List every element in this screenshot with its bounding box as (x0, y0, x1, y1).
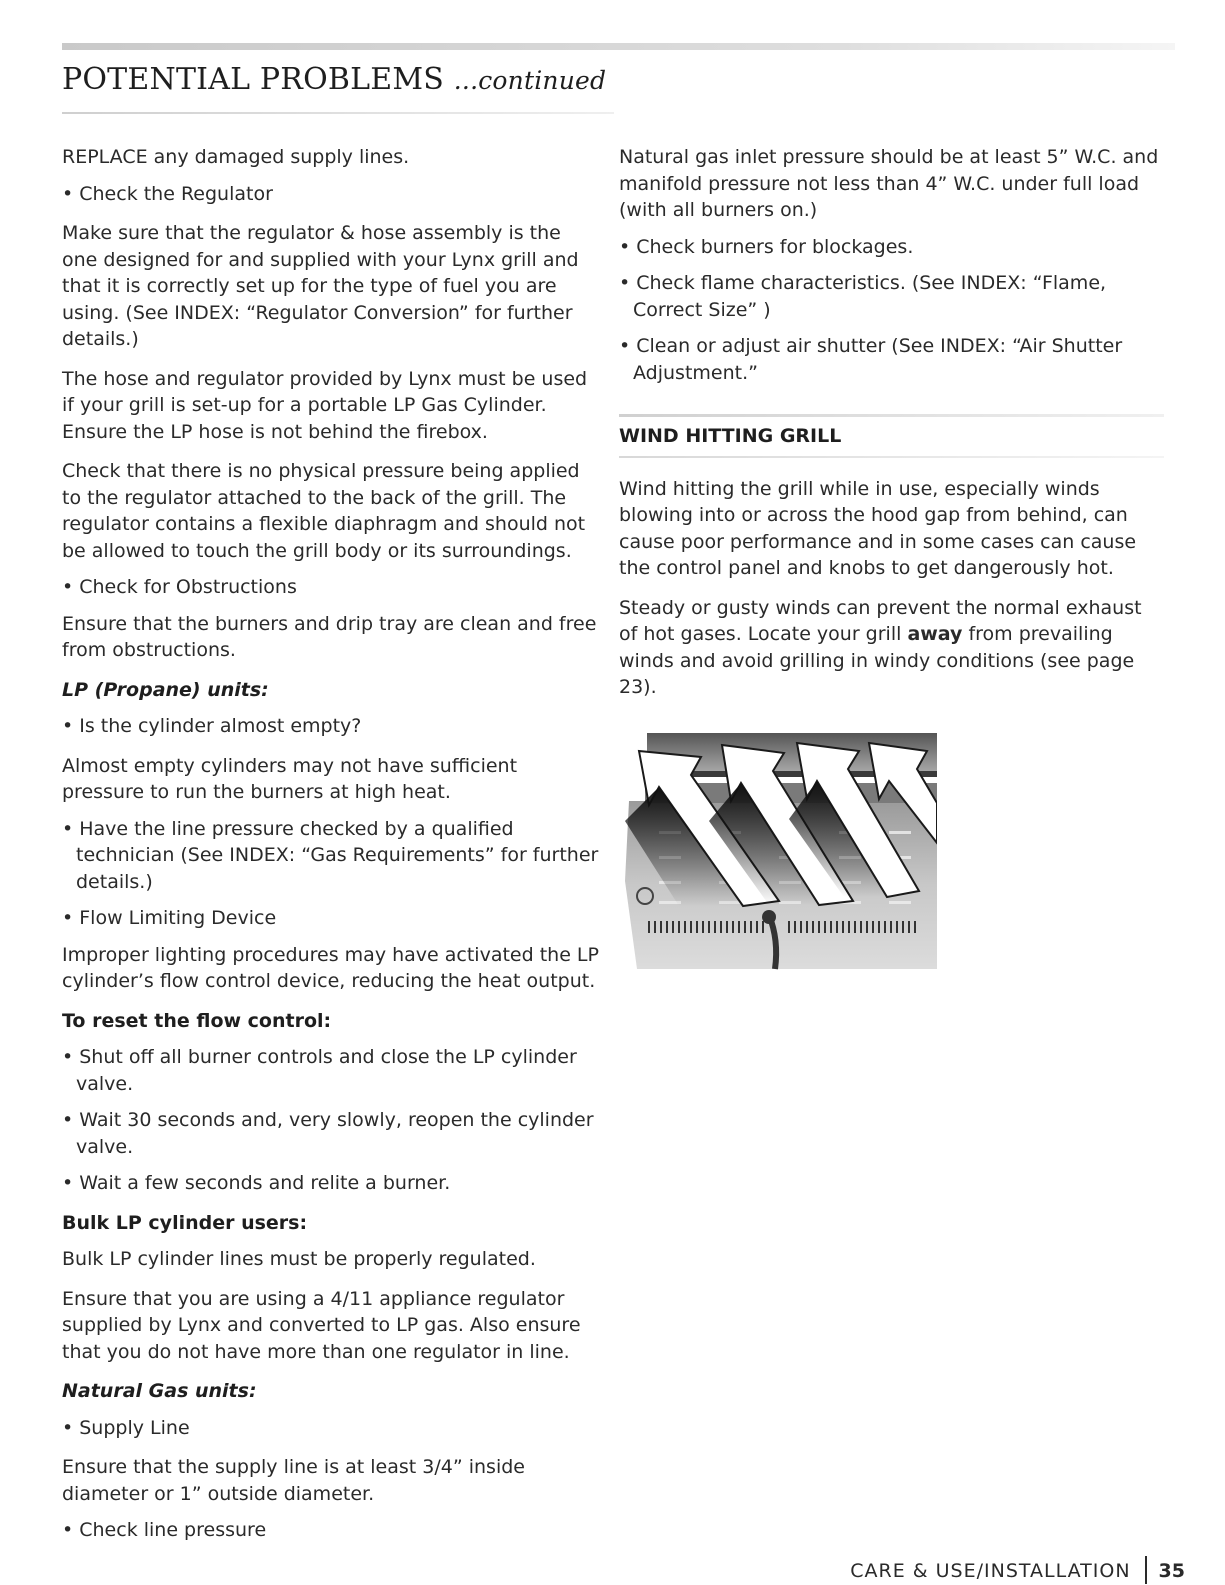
paragraph: Check that there is no physical pressure being applied to the regulator attached to the back of the grill. The regulator contains a flexible diaphragm and should not be allowed to touch the grill body or its surroundings. (62, 460, 586, 562)
paragraph: Ensure that the supply line is at least 3/4” inside diameter or 1” outside diameter. (62, 1456, 525, 1505)
wind-on-grill-illustration (619, 731, 937, 971)
bullet-item: • Shut off all burner controls and close the LP cylinder valve. (62, 1046, 577, 1095)
bullet-item: • Is the cylinder almost empty? (62, 715, 362, 737)
page-footer (850, 1556, 1185, 1584)
section-rule-top (619, 414, 1164, 417)
bullet-item: • Check for Obstructions (62, 576, 297, 598)
paragraph: Ensure that the burners and drip tray are clean and free from obstructions. (62, 612, 597, 661)
paragraph: Improper lighting procedures may have activated the LP cylinder’s flow control device, reducing the heat output. (62, 943, 599, 992)
paragraph: Steady or gusty winds can prevent the normal exhaust of hot gases. Locate your grill away from prevailing winds and avoid grilling in windy conditions (see page 23). (619, 596, 1142, 698)
subheading-reset-flow: To reset the flow control: (62, 1009, 332, 1032)
paragraph: Bulk LP cylinder lines must be properly regulated. (62, 1248, 536, 1270)
bullet-item: • Check flame characteristics. (See INDEX: “Flame, Correct Size” ) (619, 272, 1107, 321)
subheading-lp-units: LP (Propane) units: (62, 678, 269, 701)
footer-section: CARE & USE/INSTALLATION (850, 1560, 1131, 1582)
section-rule-bottom (619, 456, 1164, 458)
bullet-item: • Wait 30 seconds and, very slowly, reopen the cylinder valve. (62, 1109, 594, 1158)
bullet-item: • Wait a few seconds and relite a burner. (62, 1172, 451, 1194)
footer-divider (1145, 1556, 1147, 1584)
paragraph: Wind hitting the grill while in use, especially winds blowing into or across the hood gap from behind, can cause poor performance and in some cases can cause the control panel and knobs to get dangerously hot. (619, 477, 1137, 579)
right-column (619, 144, 1164, 971)
bullet-item: • Check burners for blockages. (619, 235, 914, 258)
bullet-item: • Clean or adjust air shutter (See INDEX: “Air Shutter Adjustment.” (619, 335, 1123, 384)
subheading-bulk-lp: Bulk LP cylinder users: (62, 1211, 308, 1234)
paragraph: Almost empty cylinders may not have sufficient pressure to run the burners at high heat. (62, 754, 518, 803)
bullet-item: • Have the line pressure checked by a qualified technician (See INDEX: “Gas Requirements” for further details.) (62, 817, 599, 893)
paragraph: REPLACE any damaged supply lines. (62, 146, 410, 168)
title-suffix: ...continued (453, 66, 607, 95)
paragraph: Ensure that you are using a 4/11 appliance regulator supplied by Lynx and converted to LP gas. Also ensure that you do not have more than one regulator in line. (62, 1287, 581, 1363)
subheading-natural-gas: Natural Gas units: (62, 1380, 257, 1402)
page-number: 35 (1158, 1560, 1185, 1582)
emphasis-away: away (907, 623, 963, 645)
section-heading-wind: WIND HITTING GRILL (619, 425, 842, 447)
page-title: POTENTIAL PROBLEMS ...continued (62, 62, 607, 97)
left-column (62, 144, 602, 1554)
paragraph: The hose and regulator provided by Lynx must be used if your grill is set-up for a portable LP Gas Cylinder. Ensure the LP hose is not behind the firebox. (62, 367, 588, 443)
paragraph: Make sure that the regulator & hose assembly is the one designed for and supplied with your Lynx grill and that it is correctly set up for the type of fuel you are using. (See INDEX: “Regulator Conversion” for further details.) (62, 222, 579, 350)
title-rule (62, 112, 614, 114)
bullet-item: • Check the Regulator (62, 182, 273, 205)
bullet-item: • Flow Limiting Device (62, 907, 277, 929)
bullet-item: • Supply Line (62, 1416, 190, 1439)
bullet-item: • Check line pressure (62, 1519, 267, 1541)
paragraph: Natural gas inlet pressure should be at least 5” W.C. and manifold pressure not less than 4” W.C. under full load (with all burners on.) (619, 146, 1159, 221)
top-rule (62, 43, 1175, 50)
